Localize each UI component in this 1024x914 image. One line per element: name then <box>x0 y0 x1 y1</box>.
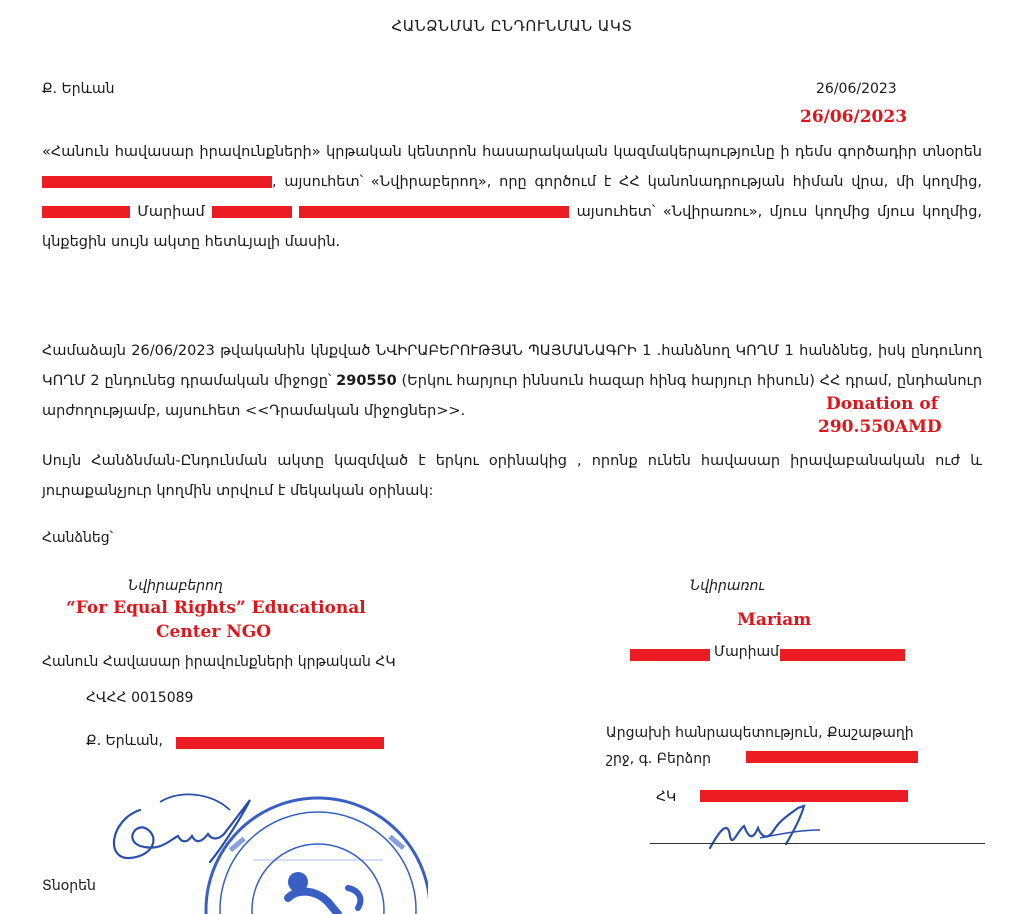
para1-text-a: «Հանուն հավասար իրավունքների» կրթական կենտրոն հասարակական կազմակերպությունը ի դեմս գործադիր տնօրեն <box>42 144 982 160</box>
recipient-heading: Նվիրառու <box>690 578 765 594</box>
document-date: 26/06/2023 <box>816 81 897 97</box>
donation-annotation-line2: 290.550AMD <box>818 417 942 437</box>
director-label: Տնօրեն <box>42 878 96 894</box>
redaction-recipient-surname-2 <box>212 206 292 218</box>
recipient-id-label: ՀԿ <box>656 789 677 805</box>
document-title: ՀԱՆՁՆՄԱՆ ԸՆԴՈՒՆՄԱՆ ԱԿՏ <box>391 17 633 35</box>
recipient-address-line2: շրջ, գ. Բերձոր <box>606 751 711 767</box>
donor-heading: Նվիրաբերող <box>128 578 223 594</box>
donation-amount: 290550 <box>336 373 397 389</box>
handed-label: Հանձնեց՝ <box>42 530 113 546</box>
recipient-annotation: Mariam <box>737 610 812 630</box>
para1-text-b: , այսուհետ՝ «Նվիրաբերող», որը գործում է ՀՀ կանոնադրության հիման վրա, մի կողմից, <box>272 174 982 190</box>
paragraph-parties <box>42 137 982 257</box>
redaction-recipient-passport <box>299 206 569 218</box>
paragraph-copies: Սույն Հանձնման-Ընդունման ակտը կազմված է երկու օրինակից , որոնք ունեն հավասար իրավաբանական ուժ և յուրաքանչյուր կողմին տրվում է մեկական օրինակ: <box>42 453 982 499</box>
redaction-recipient-first <box>630 649 710 661</box>
donor-address: Ք. Երևան, <box>86 733 163 749</box>
redaction-donor-address <box>176 737 384 749</box>
donation-annotation-line1: Donation of <box>826 394 939 414</box>
donor-annotation-line2: Center NGO <box>156 622 272 642</box>
redaction-recipient-surname-1 <box>42 206 130 218</box>
para1-text-d: այսուհետ՝ «Նվիրառու», մյուս կողմից մյուս կողմից, կնքեցին սույն ակտը հետևյալի մասին. <box>42 204 983 250</box>
redaction-director-name <box>42 176 272 188</box>
recipient-signature-line <box>650 843 985 844</box>
redaction-recipient-address <box>746 751 918 763</box>
donor-organization: Հանուն Հավասար իրավունքների կրթական ՀԿ <box>42 654 396 670</box>
para2-text-a: Համաձայն 26/06/2023 թվականին կնքված ՆՎԻՐԱԲԵՐՈՒԹՅԱՆ ՊԱՅՄԱՆԱԳՐԻ 1 .հանձնող ԿՈՂՄ 1 հանձնեց, իսկ ընդունող ԿՈՂՄ 2 ընդունեց դրամական միջոցը՝ <box>42 343 982 389</box>
para2-text-b: (Երկու հարյուր իննսուն հազար հինգ հարյուր հիսուն) ՀՀ դրամ, ընդհանուր արժողությամբ, այսուհետ <<Դրամական միջոցներ>>. <box>42 373 983 419</box>
city-label: Ք. Երևան <box>42 81 115 97</box>
signature-right <box>700 800 830 860</box>
recipient-address-line1: Արցախի հանրապետություն, Քաշաթաղի <box>606 725 914 741</box>
donor-tax-id: ՀՎՀՀ 0015089 <box>86 690 194 706</box>
organization-stamp <box>198 790 428 914</box>
recipient-name: Մարիամ <box>714 644 779 660</box>
para1-text-c: Մարիամ <box>137 204 205 220</box>
date-annotation: 26/06/2023 <box>800 107 908 127</box>
redaction-recipient-last <box>780 649 905 661</box>
donor-annotation-line1: “For Equal Rights” Educational <box>66 598 366 618</box>
